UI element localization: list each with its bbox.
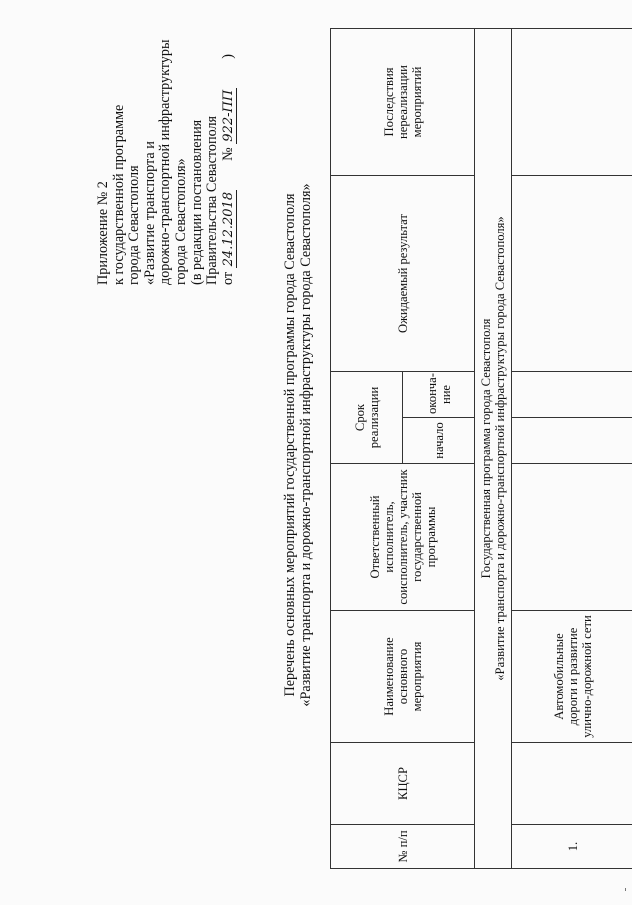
header-term: Срок реализации: [331, 372, 403, 464]
appendix-line: Правительства Севастополя: [204, 115, 221, 285]
program-title-cell: [475, 29, 512, 869]
header-name: Наименование основного мероприятия: [331, 611, 475, 743]
appendix-line: города Севастополя»: [172, 158, 189, 285]
handwritten-number: 922-ПП: [220, 89, 236, 142]
appendix-line: «Развитие транспорта и: [141, 141, 158, 285]
handwritten-date: 24.12.2018: [220, 191, 236, 267]
appendix-date-line: [221, 0, 238, 285]
cell-kcsr: [512, 743, 632, 825]
appendix-line: (в редакции постановления: [188, 119, 205, 285]
table-row: [512, 29, 632, 869]
heading-line-2: «Развитие транспорта и дорожно-транспортной инфраструктуры города Севастополя»: [298, 183, 314, 707]
scan-mark: [625, 888, 626, 891]
heading-line-1: Перечень основных мероприятий государственной программы города Севастополя: [282, 193, 298, 697]
cell-start: [512, 418, 632, 464]
document-heading: [282, 125, 314, 765]
header-executor: Ответственный исполнитель, соисполнитель, участник государственной программы: [331, 464, 475, 611]
number-prefix: №: [219, 147, 236, 161]
table-header-row: [331, 29, 403, 869]
header-consequences: Последствия нереализации мероприятий: [331, 29, 475, 176]
header-result: Ожидаемый результат: [331, 176, 475, 372]
appendix-line: города Севастополя: [126, 165, 143, 285]
program-row: [475, 29, 512, 869]
cell-name: Автомобильные дороги и развитие улично-дорожной сети: [512, 611, 632, 743]
cell-num: 1.: [512, 825, 632, 869]
header-num: № п/п: [331, 825, 475, 869]
measures-table: [330, 28, 632, 869]
header-kcsr: КЦСР: [331, 743, 475, 825]
header-start: начало: [403, 418, 475, 464]
closing-paren: ): [219, 54, 236, 59]
appendix-line: дорожно-транспортной инфраструктуры: [157, 39, 174, 285]
cell-executor: [512, 464, 632, 611]
header-end: оконча-ние: [403, 372, 475, 418]
appendix-line: Приложение № 2: [95, 181, 111, 285]
date-prefix: от: [219, 271, 236, 285]
appendix-line: к государственной программе: [110, 104, 127, 285]
cell-end: [512, 372, 632, 418]
program-title-line-1: Государственная программа города Севастополя: [479, 318, 493, 579]
appendix-block: [96, 0, 237, 285]
program-title-line-2: «Развитие транспорта и дорожно-транспортной инфраструктуры города Севастополя»: [493, 216, 507, 681]
cell-result: [512, 176, 632, 372]
cell-consequences: [512, 29, 632, 176]
